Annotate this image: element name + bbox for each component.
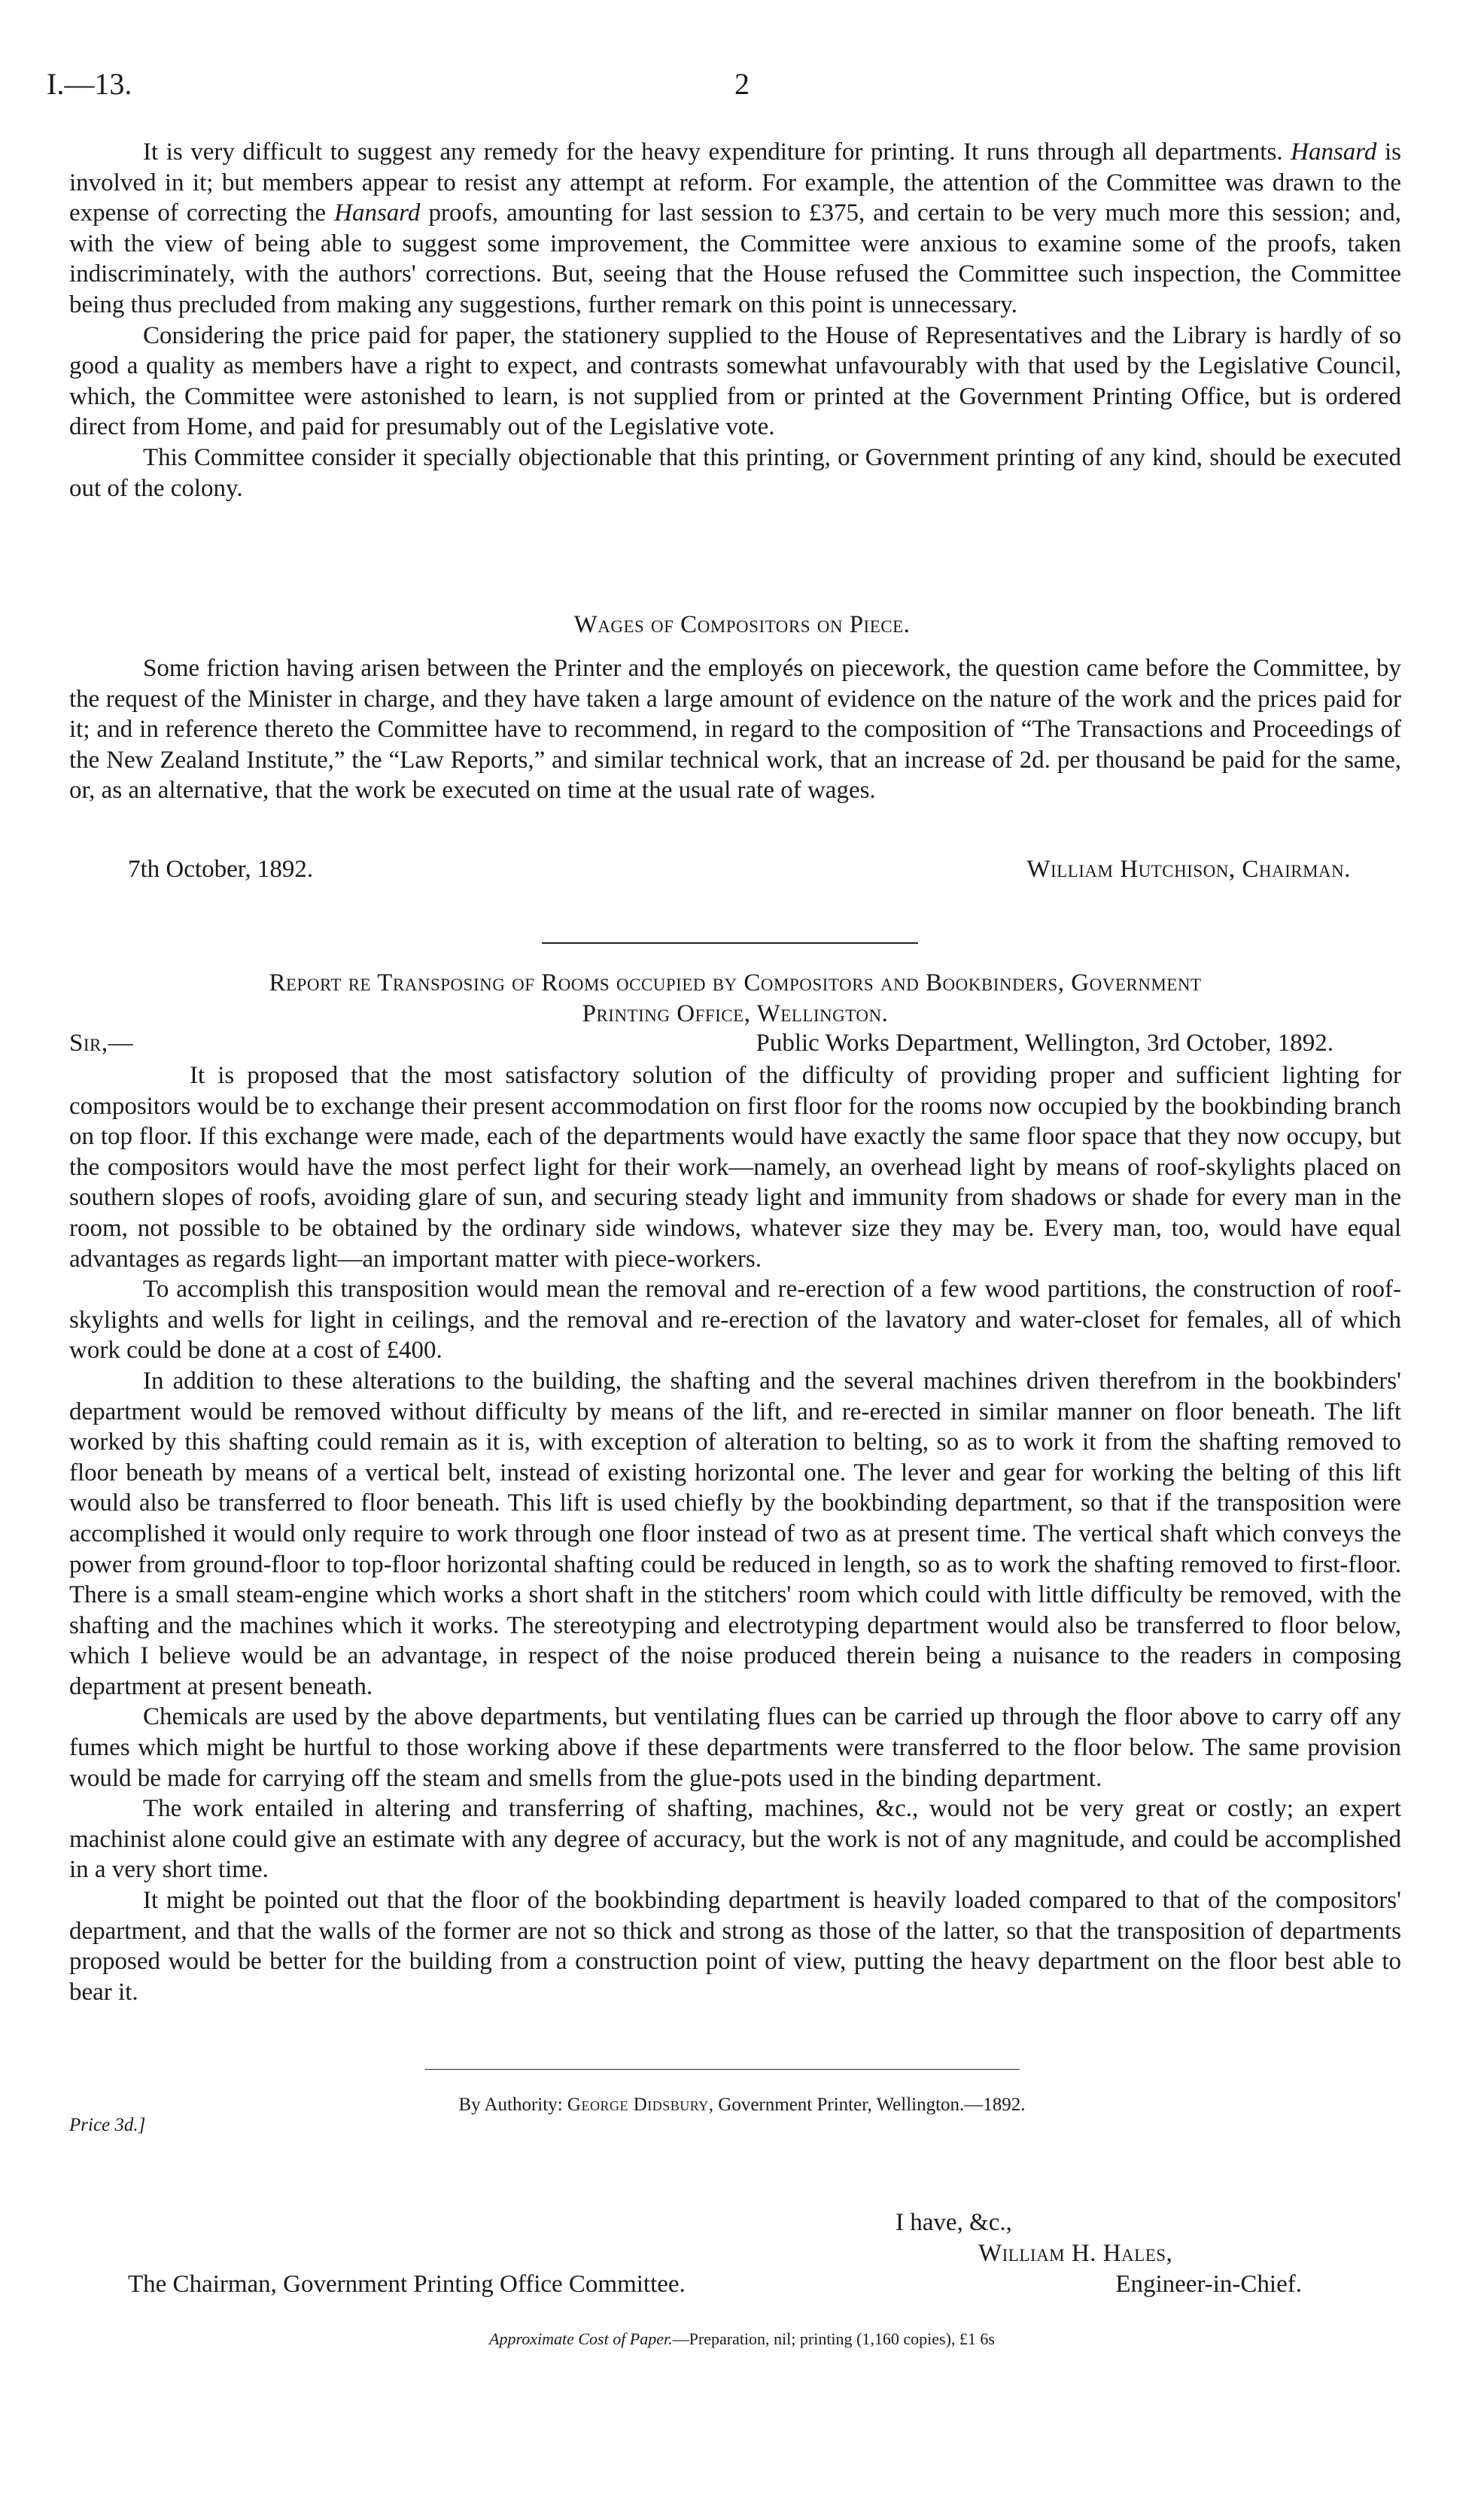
price: Price 3d.] — [69, 2115, 146, 2135]
page-number: 2 — [734, 67, 750, 101]
footer-divider — [425, 2069, 1020, 2070]
salutation: Sir,— — [69, 1030, 134, 1057]
paragraph: The work entailed in altering and transferring of shafting, machines, &c., would not be very great or costly; an expert machinist alone could give an estimate with any degree of accuracy, but the work is not of any magnitude, and could be accomplished in a very short time. — [69, 1795, 1401, 1884]
report-date: 7th October, 1892. — [128, 856, 314, 883]
letter-body — [69, 1060, 1401, 2007]
signer-title: Engineer-in-Chief. — [1115, 2271, 1302, 2298]
paragraph: In addition to these alterations to the building, the shafting and the several machines driven therefrom in the bookbinders' department would be removed without difficulty by means of the lift, and re-erected in similar manner on floor beneath. The lift worked by this shafting could remain as it is, with exception of alteration to belting, so as to work it from the shafting removed to floor beneath by means of a vertical belt, instead of existing horizontal one. The lever and gear for working the belting of this lift would also be transferred to floor beneath. This lift is used chiefly by the bookbinding department, so that if the transposition were accomplished it would only require to work through one floor instead of two as at present time. The vertical shaft which conveys the power from ground-floor to top-floor horizontal shafting could be reduced in length, so as to work the shafting removed to first-floor. There is a small steam-engine which works a short shaft in the stitchers' room which could with little difficulty be removed, with the shafting and the machines which it works. The stereotyping and electrotyping department would also be transferred to floor below, which I believe would be an advantage, in respect of the noise produced therein being a nuisance to the readers in composing department at present beneath. — [69, 1367, 1401, 1700]
letter-closing: I have, &c., — [896, 2209, 1012, 2236]
section-heading-wages: Wages of Compositors on Piece. — [573, 611, 911, 638]
paragraph: Chemicals are used by the above departments, but ventilating flues can be carried up through the floor above to carry off any fumes which might be hurtful to those working above if these departments were transferred to the floor below. The same provision would be made for carrying off the steam and smells from the glue-pots used in the binding department. — [69, 1703, 1401, 1792]
paragraph: To accomplish this transposition would mean the removal and re-erection of a few wood partitions, the construction of roof-skylights and wells for light in ceilings, and the removal and re-erection of the lavatory and water-closet for females, all of which work could be done at a cost of £400. — [69, 1276, 1401, 1365]
letter-dateline: Public Works Department, Wellington, 3rd October, 1892. — [756, 1030, 1333, 1057]
addressee-row — [128, 2271, 1302, 2299]
document-reference: I.—13. — [47, 67, 132, 101]
paragraph: Some friction having arisen between the Printer and the employés on piecework, the question came before the Committee, by the request of the Minister in charge, and they have taken a large amount of evidence on the nature of the work and the prices paid for it; and in reference thereto the Committee have to recommend, in regard to the composition of “The Transactions and Proceedings of the New Zealand Institute,” the “Law Reports,” and similar technical work, that an increase of 2d. per thousand be paid for the same, or, as an alternative, that the work be executed on time at the usual rate of wages. — [69, 655, 1401, 805]
approximate-cost: Approximate Cost of Paper.—Preparation, nil; printing (1,160 copies), £1 6s — [489, 2329, 995, 2348]
wages-text — [69, 653, 1401, 806]
paragraph: This Committee consider it specially objectionable that this printing, or Government printing of any kind, should be executed out of the colony. — [69, 443, 1401, 502]
paragraph: It is proposed that the most satisfactory solution of the difficulty of providing proper and sufficient lighting for compositors would be to exchange their present accommodation on first floor for the rooms now occupied by the bookbinding branch on top floor. If this exchange were made, each of the departments would have exactly the same floor space that they now occupy, but the compositors would have the most perfect light for their work—namely, an overhead light by means of roof-skylights placed on southern slopes of roofs, avoiding glare of sun, and securing steady light and immunity from shadows or shade for every man in the room, not possible to be obtained by the ordinary side windows, whatever size they may be. Every man, too, would have equal advantages as regards light—an important matter with piece-workers. — [69, 1062, 1401, 1273]
paragraph: It is very difficult to suggest any remedy for the heavy expenditure for printing. It runs through all departments. Hansard is involved in it; but members appear to resist any attempt at reform. For example, the attention of the Committee was drawn to the expense of correcting the Hansard proofs, amounting for last session to £375, and certain to be very much more this session; and, with the view of being able to suggest some improvement, the Committee were anxious to examine some of the proofs, taken indiscriminately, with the authors' corrections. But, seeing that the House refused the Committee such inspection, the Committee being thus precluded from making any suggestions, further remark on this point is unnecessary. — [69, 138, 1401, 318]
addressee: The Chairman, Government Printing Office Committee. — [128, 2271, 686, 2298]
paragraph: Considering the price paid for paper, the stationery supplied to the House of Representatives and the Library is hardly of so good a quality as members have a right to expect, and contrasts somewhat unfavourably with that used by the Legislative Council, which, the Committee were astonished to learn, is not supplied from or printed at the Government Printing Office, but is ordered direct from Home, and paid for presumably out of the Legislative vote. — [69, 321, 1401, 441]
paragraph: It might be pointed out that the floor of the bookbinding department is heavily loaded compared to that of the compositors' department, and that the walls of the former are not so thick and strong as those of the latter, so that the transposition of departments proposed would be better for the building from a construction point of view, putting the heavy department on the floor best able to bear it. — [69, 1887, 1401, 2006]
committee-report-text — [69, 137, 1401, 504]
report-title: Report re Transposing of Rooms occupied by Compositors and Bookbinders, Government Printing Office, Wellington. — [269, 969, 1202, 1027]
signer-name: William H. Hales, — [978, 2240, 1173, 2267]
signature-row — [128, 856, 1351, 884]
section-divider — [542, 942, 918, 944]
chairman-signature: William Hutchison, Chairman. — [1026, 856, 1351, 883]
salutation-row — [69, 1030, 1333, 1057]
printer-authority: By Authority: George Didsbury, Government Printer, Wellington.—1892. — [458, 2095, 1026, 2115]
